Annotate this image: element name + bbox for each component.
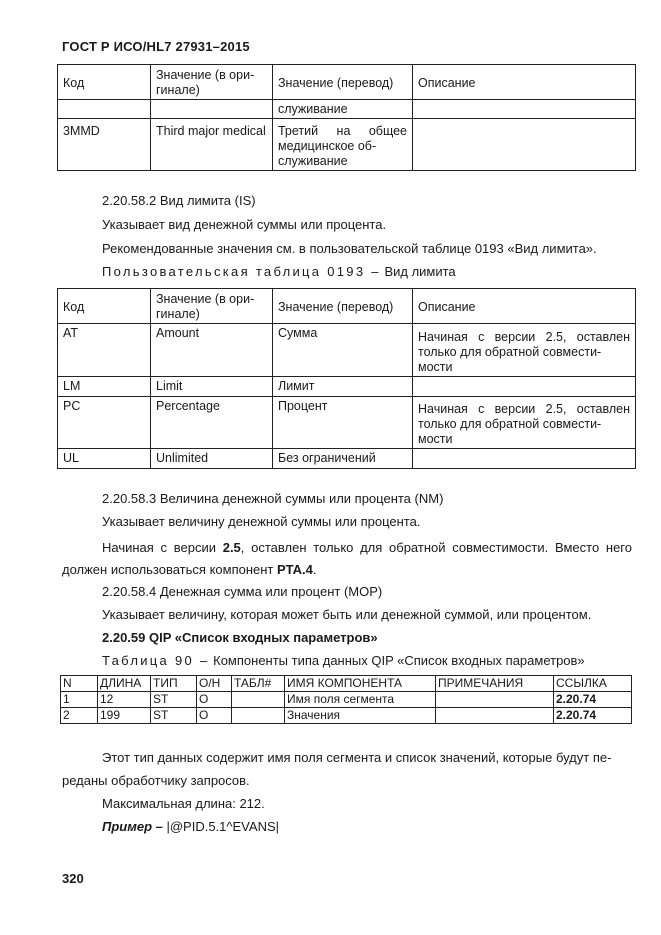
- table-cell: LM: [58, 377, 151, 397]
- example-line: [62, 818, 632, 836]
- table-cell: Третий на общее медицинское об- служивание: [273, 119, 413, 171]
- header-cell: Значение (в ори- гинале): [151, 65, 273, 100]
- caption-title: Вид лимита: [384, 264, 456, 279]
- table-bottom-rule: [57, 170, 635, 171]
- table-cell: Percentage: [151, 397, 273, 449]
- table-cell: ST: [151, 692, 197, 708]
- caption-title: Компоненты типа данных QIP «Список входных параметров»: [213, 653, 585, 668]
- table-cell: Лимит: [273, 377, 413, 397]
- table-cell: 3MMD: [58, 119, 151, 171]
- table-cell: 12: [98, 692, 151, 708]
- header-cell: Значение (перевод): [273, 65, 413, 100]
- table-cell: 199: [98, 708, 151, 724]
- table-cell: [58, 100, 151, 119]
- table-row: [58, 449, 636, 469]
- table-cell: служивание: [273, 100, 413, 119]
- table-row: [61, 692, 632, 708]
- table-header-row: [58, 289, 636, 324]
- table-cell: [413, 100, 636, 119]
- table-cell: Имя поля сегмента: [285, 692, 436, 708]
- table-row: [58, 377, 636, 397]
- table-cell: AT: [58, 324, 151, 377]
- qip-components-table: [60, 675, 632, 724]
- table-cell: UL: [58, 449, 151, 469]
- paragraph: Указывает величину денежной суммы или процента.: [102, 514, 421, 529]
- paragraph: [62, 537, 632, 581]
- table-cell: 1: [61, 692, 98, 708]
- header-cell: ПРИМЕЧАНИЯ: [436, 676, 554, 692]
- paragraph-text: .: [312, 562, 317, 577]
- header-cell: ТИП: [151, 676, 197, 692]
- table-cell: O: [197, 692, 232, 708]
- table-cell: [413, 119, 636, 171]
- table-header-row: [61, 676, 632, 692]
- table-cell: Limit: [151, 377, 273, 397]
- table-row: [58, 119, 636, 171]
- version-number: 2.5: [222, 540, 241, 555]
- table-caption: [62, 263, 632, 281]
- header-cell: Код: [58, 289, 151, 324]
- paragraph-text: Начиная с версии: [102, 540, 216, 555]
- caption-prefix: Пользовательская таблица 0193 –: [102, 264, 381, 279]
- table-cell: Third major medical: [151, 119, 273, 171]
- section-heading: 2.20.59 QIP «Список входных параметров»: [102, 630, 378, 645]
- table-cell: [232, 708, 285, 724]
- caption-prefix: Таблица 90 –: [102, 653, 210, 668]
- section-heading: 2.20.58.2 Вид лимита (IS): [102, 193, 256, 208]
- table-cell: PC: [58, 397, 151, 449]
- table-cell: Процент: [273, 397, 413, 449]
- page-number: 320: [62, 871, 84, 886]
- table-cell: Без ограничений: [273, 449, 413, 469]
- table-cell: ST: [151, 708, 197, 724]
- table-cell: O: [197, 708, 232, 724]
- limit-type-table: [57, 288, 636, 469]
- table-cell: Значения: [285, 708, 436, 724]
- table-cell: Unlimited: [151, 449, 273, 469]
- table-caption: [62, 652, 632, 670]
- paragraph: Указывает вид денежной суммы или процента.: [102, 217, 387, 232]
- example-value: |@PID.5.1^EVANS|: [162, 819, 279, 834]
- paragraph: Рекомендованные значения см. в пользовательской таблице 0193 «Вид лимита».: [102, 241, 597, 256]
- table-cell: 2: [61, 708, 98, 724]
- header-cell: N: [61, 676, 98, 692]
- table-cell: Начиная с версии 2.5, оставлен только для обратной совмести- мости: [413, 324, 636, 377]
- section-heading: 2.20.58.3 Величина денежной суммы или процента (NM): [102, 491, 444, 506]
- table-row: [58, 100, 636, 119]
- header-cell: Описание: [413, 65, 636, 100]
- table-cell: 2.20.74: [554, 708, 632, 724]
- component-ref: PTA.4: [277, 562, 313, 577]
- table-header-row: [58, 65, 636, 100]
- table-cell: [436, 692, 554, 708]
- table-cell: Amount: [151, 324, 273, 377]
- table-continuation: [57, 64, 636, 171]
- paragraph: Этот тип данных содержит имя поля сегмента и список значений, которые будут пе- реданы обработчику запросов.: [62, 750, 612, 788]
- paragraph: Максимальная длина: 212.: [102, 796, 265, 811]
- header-cell: ССЫЛКА: [554, 676, 632, 692]
- table-cell: [436, 708, 554, 724]
- table-cell: Начиная с версии 2.5, оставлен только для обратной совмести- мости: [413, 397, 636, 449]
- table-cell: Сумма: [273, 324, 413, 377]
- header-cell: Описание: [413, 289, 636, 324]
- header-cell: Код: [58, 65, 151, 100]
- header-cell: О/Н: [197, 676, 232, 692]
- table-cell: [232, 692, 285, 708]
- document-header: ГОСТ Р ИСО/HL7 27931–2015: [62, 39, 250, 54]
- table-row: [61, 708, 632, 724]
- header-cell: Значение (в ори- гинале): [151, 289, 273, 324]
- table-cell: 2.20.74: [554, 692, 632, 708]
- table-cell: [151, 100, 273, 119]
- header-cell: ДЛИНА: [98, 676, 151, 692]
- paragraph: Указывает величину, которая может быть или денежной суммой, или процентом.: [102, 607, 592, 622]
- table-cell: [413, 449, 636, 469]
- table-row: [58, 324, 636, 377]
- header-cell: Значение (перевод): [273, 289, 413, 324]
- paragraph-text: , оставлен только для обратной совместимости. Вместо него должен использоваться компонент: [62, 540, 632, 577]
- table-row: [58, 397, 636, 449]
- example-label: Пример –: [102, 819, 163, 834]
- header-cell: ТАБЛ#: [232, 676, 285, 692]
- table-cell: [413, 377, 636, 397]
- section-heading: 2.20.58.4 Денежная сумма или процент (MOP): [102, 584, 383, 599]
- header-cell: ИМЯ КОМПОНЕНТА: [285, 676, 436, 692]
